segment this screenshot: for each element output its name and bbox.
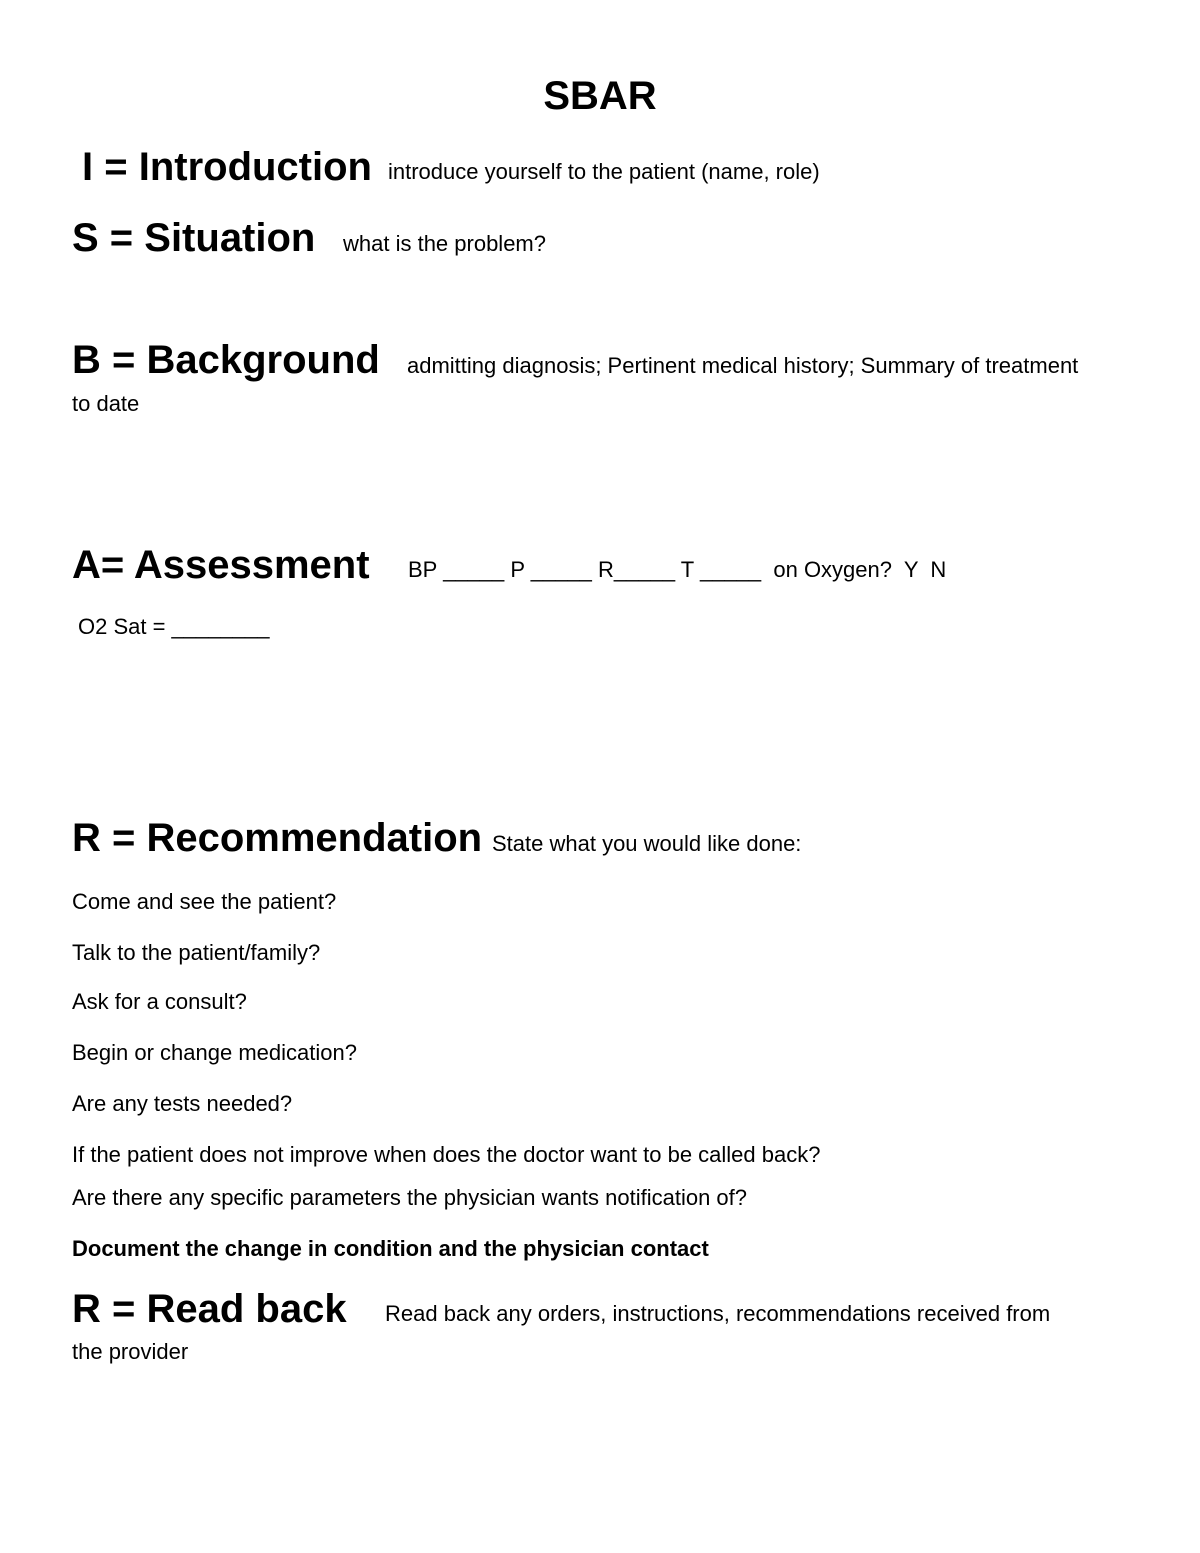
assessment-heading: A= Assessment (72, 543, 370, 587)
document-note: Document the change in condition and the physician contact (72, 1236, 709, 1261)
recommendation-item: Talk to the patient/family? (72, 940, 321, 965)
recommendation-item: Are there any specific parameters the physician wants notification of? (72, 1185, 748, 1210)
background-description-line1: admitting diagnosis; Pertinent medical history; Summary of treatment (407, 353, 1079, 378)
recommendation-heading: R = Recommendation (72, 816, 483, 860)
recommendation-description: State what you would like done: (492, 831, 802, 856)
recommendation-item: Are any tests needed? (72, 1091, 293, 1116)
background-description-line2: to date (72, 391, 140, 416)
recommendation-item: Ask for a consult? (72, 989, 247, 1014)
assessment-vitals: BP _____ P _____ R_____ T _____ on Oxygen? Y N (408, 557, 947, 582)
read-back-heading: R = Read back (72, 1287, 347, 1331)
background-heading: B = Background (72, 338, 380, 382)
page-title: SBAR (543, 74, 657, 118)
recommendation-item: Begin or change medication? (72, 1040, 357, 1065)
situation-description: what is the problem? (343, 231, 546, 256)
recommendation-item: Come and see the patient? (72, 889, 337, 914)
situation-heading: S = Situation (72, 216, 316, 260)
read-back-description-line2: the provider (72, 1339, 189, 1364)
introduction-heading: I = Introduction (82, 145, 372, 189)
assessment-o2-sat: O2 Sat = ________ (78, 614, 270, 639)
recommendation-item: If the patient does not improve when does the doctor want to be called back? (72, 1142, 821, 1167)
read-back-description-line1: Read back any orders, instructions, recommendations received from (385, 1301, 1051, 1326)
introduction-description: introduce yourself to the patient (name, role) (388, 159, 820, 184)
